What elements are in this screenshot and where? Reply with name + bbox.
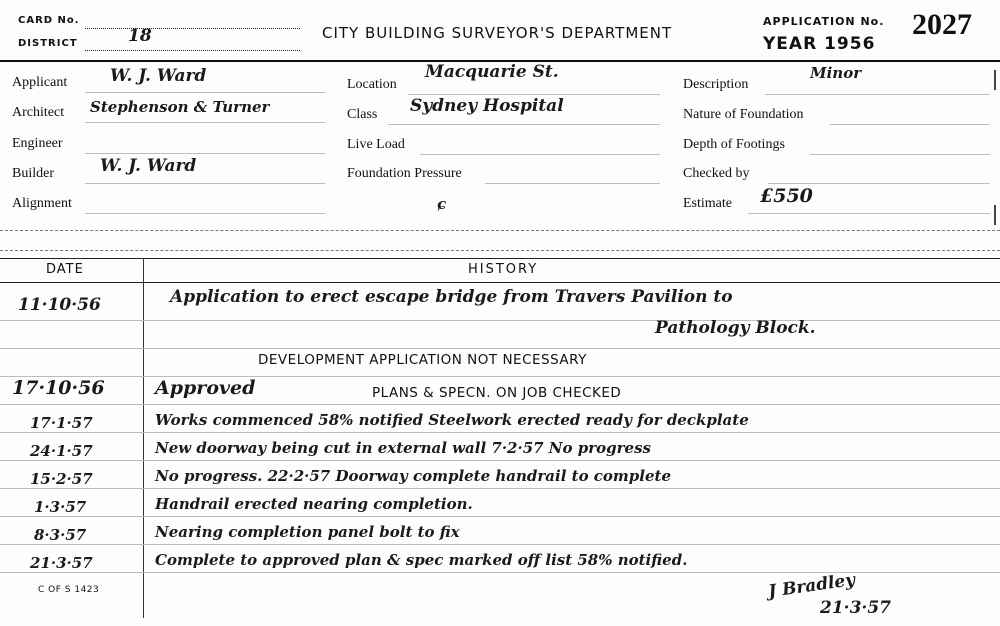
location-value: Macquarie St. — [425, 62, 559, 82]
history-row-text: Approved — [155, 377, 256, 399]
district-line — [85, 50, 300, 51]
history-row-text: Works commenced 58% notified Steelwork erected ready for deckplate — [155, 411, 749, 429]
builder-label: Builder — [12, 166, 54, 181]
history-row-date: 15·2·57 — [30, 470, 93, 488]
description-value: Minor — [810, 64, 862, 82]
date-header: DATE — [46, 262, 84, 277]
history-row-text: Complete to approved plan & spec marked off list 58% notified. — [155, 551, 688, 569]
checked-by-label: Checked by — [683, 166, 750, 181]
department-title: CITY BUILDING SURVEYOR'S DEPARTMENT — [322, 24, 673, 42]
architect-value: Stephenson & Turner — [90, 98, 270, 116]
form-code: C OF S 1423 — [38, 585, 100, 595]
history-row-stamp: PLANS & SPECN. ON JOB CHECKED — [372, 385, 622, 401]
card-no-line — [85, 28, 300, 29]
foundation-pressure-label: Foundation Pressure — [347, 166, 462, 181]
history-row-date: 8·3·57 — [34, 526, 87, 544]
history-row-text: Handrail erected nearing completion. — [155, 495, 473, 513]
history-row-date: 11·10·56 — [18, 295, 101, 315]
history-row-text: No progress. 22·2·57 Doorway complete handrail to complete — [155, 467, 672, 485]
history-row-text: Pathology Block. — [655, 318, 816, 338]
history-header: HISTORY — [468, 262, 539, 277]
application-no-label: APPLICATION No. — [763, 15, 885, 28]
handwritten-mark: ɕ — [437, 195, 447, 213]
scan-mark — [994, 70, 996, 90]
date-column-divider — [143, 258, 144, 618]
location-label: Location — [347, 77, 397, 92]
details-divider-top — [0, 230, 1000, 231]
depth-of-footings-label: Depth of Footings — [683, 137, 785, 152]
applicant-value: W. J. Ward — [110, 66, 207, 86]
district-value: 18 — [128, 26, 152, 46]
builder-value: W. J. Ward — [100, 156, 197, 176]
district-label: DISTRICT — [18, 38, 78, 49]
card-no-label: CARD No. — [18, 15, 80, 26]
description-label: Description — [683, 77, 749, 92]
nature-of-foundation-label: Nature of Foundation — [683, 107, 804, 122]
history-row-printed: DEVELOPMENT APPLICATION NOT NECESSARY — [258, 352, 587, 368]
estimate-value: £550 — [760, 185, 813, 207]
signature-date: 21·3·57 — [820, 598, 891, 618]
history-row-date: 24·1·57 — [30, 442, 93, 460]
history-row-date: 17·1·57 — [30, 414, 93, 432]
details-divider-bottom — [0, 250, 1000, 251]
history-row-text: Nearing completion panel bolt to fix — [155, 523, 460, 541]
signature: J Bradley — [767, 570, 857, 602]
class-label: Class — [347, 107, 378, 122]
class-value: Sydney Hospital — [410, 96, 564, 116]
history-row-date: 21·3·57 — [30, 554, 93, 572]
history-row-date: 1·3·57 — [34, 498, 87, 516]
history-row-text: Application to erect escape bridge from Travers Pavilion to — [170, 287, 733, 307]
application-no-value: 2027 — [912, 8, 972, 41]
history-row-text: New doorway being cut in external wall 7·2·57 No progress — [155, 439, 651, 457]
engineer-label: Engineer — [12, 136, 63, 151]
architect-label: Architect — [12, 105, 65, 120]
history-header-line — [0, 282, 1000, 283]
estimate-label: Estimate — [683, 196, 732, 211]
history-top-line — [0, 258, 1000, 259]
alignment-label: Alignment — [12, 196, 72, 211]
live-load-label: Live Load — [347, 137, 405, 152]
year-label: YEAR 1956 — [763, 34, 876, 54]
history-row-date: 17·10·56 — [12, 377, 105, 399]
applicant-label: Applicant — [12, 75, 68, 90]
scan-mark — [994, 205, 996, 225]
